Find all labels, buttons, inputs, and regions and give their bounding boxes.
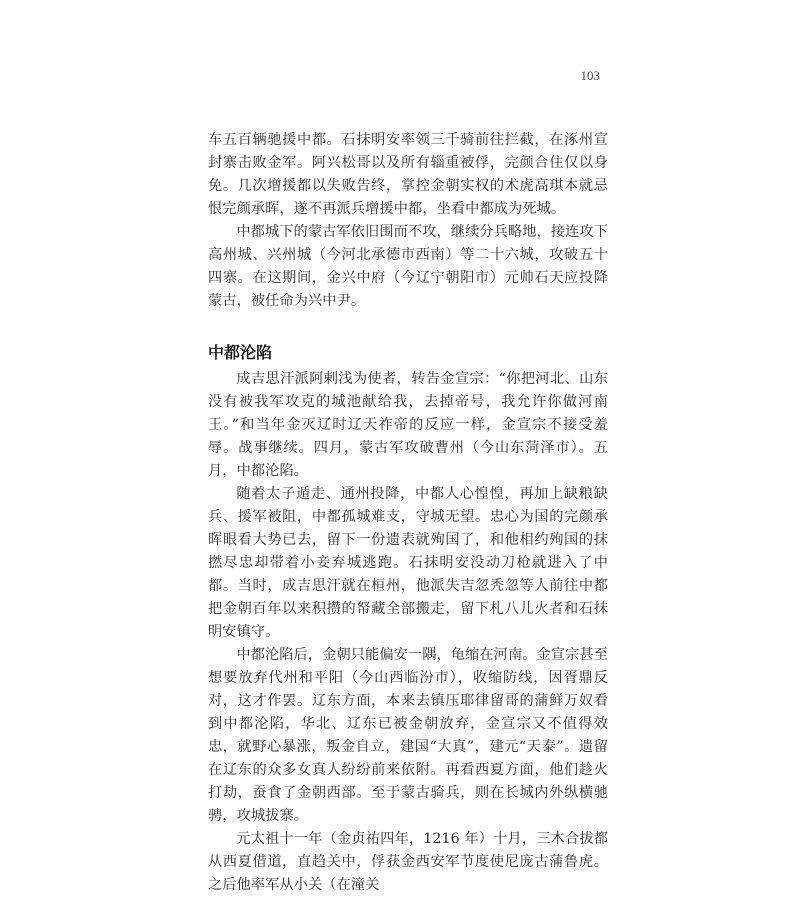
paragraph: 中都沦陷后，金朝只能偏安一隅，龟缩在河南。金宣宗甚至想要放弃代州和平阳（今山西临汾市），收缩防线，因胥鼎反对，这才作罢。辽东方面，本来去镇压耶律留哥的蒲鲜万奴看到中都沦陷，华北、辽东已被金朝放弃，金宣宗又不值得效忠，就野心暴涨，叛金自立，建国“大真”，建元“天泰”。遗留在辽东的众多女真人纷纷前来依附。再看西夏方面，他们趁火打劫，蚕食了金朝西部。至于蒙古骑兵，则在长城内外纵横驰骋，攻城拔寨。 [208,647,608,824]
paragraph: 元太祖十一年（金贞祐四年，1216 年）十月，三木合拔都从西夏借道，直趋关中，俘获金西安军节度使尼庞古蒲鲁虎。之后他率军从小关（在潼关 [208,831,608,893]
paragraph: 随着太子遁走、通州投降，中都人心惶惶，再加上缺粮缺兵、援军被阻，中都孤城难支，守城无望。忠心为国的完颜承晖眼看大势已去，留下一份遗表就殉国了，和他相约殉国的抹撚尽忠却带着小妾弃城逃跑。石抹明安没动刀枪就进入了中都。当时，成吉思汗就在桓州，他派失吉忽秃忽等人前往中都把金朝百年以来积攒的帑藏全部搬走，留下札八儿火者和石抹明安镇守。 [208,486,608,640]
page-body [208,129,608,897]
paragraph: 中都城下的蒙古军依旧围而不攻，继续分兵略地，接连攻下高州城、兴州城（今河北承德市西南）等二十六城，攻破五十四寨。在这期间，金兴中府（今辽宁朝阳市）元帅石天应投降蒙古，被任命为兴中尹。 [208,224,608,309]
paragraph-continued: 车五百辆驰援中都。石抹明安率领三千骑前往拦截，在涿州宣封寨击败金军。阿兴松哥以及所有辎重被俘，完颜合住仅以身免。几次增援都以失败告终，掌控金朝实权的术虎高琪本就忌恨完颜承晖，遂不再派兵增援中都，坐看中都成为死城。 [208,132,608,217]
section-heading: 中都沦陷 [208,343,273,362]
page-number: 103 [580,68,600,83]
paragraph: 成吉思汗派阿剌浅为使者，转告金宣宗：“你把河北、山东没有被我军攻克的城池献给我，去掉帝号，我允许你做河南王。”和当年金灭辽时辽天祚帝的反应一样，金宣宗不接受羞辱。战事继续。四月，蒙古军攻破曹州（今山东菏泽市）。五月，中都沦陷。 [208,371,608,479]
